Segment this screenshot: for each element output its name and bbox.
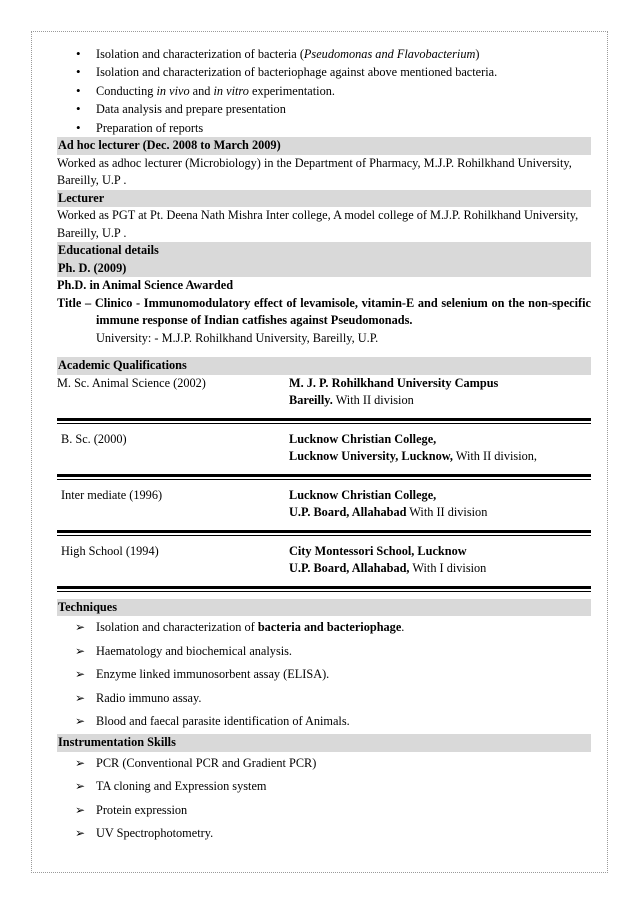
list-item: ➢ UV Spectrophotometry. (57, 822, 591, 846)
qualification-row (57, 487, 591, 522)
list-item: • Isolation and characterization of bacteria (Pseudomonas and Flavobacterium) (57, 45, 591, 63)
divider (57, 474, 591, 480)
list-item: ➢ PCR (Conventional PCR and Gradient PCR) (57, 752, 591, 776)
techniques-heading: Techniques (57, 599, 591, 617)
list-item: ➢ TA cloning and Expression system (57, 775, 591, 799)
phd-heading: Ph. D. (2009) (57, 260, 591, 278)
phd-line: Ph.D. in Animal Science Awarded (57, 278, 234, 293)
institution: Lucknow Christian College, Lucknow University, Lucknow, With II division, (289, 431, 537, 464)
lecturer-text: Worked as PGT at Pt. Deena Nath Mishra Inter college, A model college of M.J.P. Rohilkhand University, Bareilly, U.P . (57, 208, 579, 240)
list-item: • Data analysis and prepare presentation (57, 100, 591, 118)
instrumentation-heading: Instrumentation Skills (57, 734, 591, 752)
adhoc-text: Worked as adhoc lecturer (Microbiology) in the Department of Pharmacy, M.J.P. Rohilkhand University, Bareilly, U.P . (57, 155, 572, 188)
list-item: ➢ Haematology and biochemical analysis. (57, 640, 591, 664)
institution: Lucknow Christian College, U.P. Board, Allahabad With II division (289, 487, 488, 520)
adhoc-heading: Ad hoc lecturer (Dec. 2008 to March 2009) (57, 137, 591, 155)
list-item: ➢ Blood and faecal parasite identification of Animals. (57, 710, 591, 734)
list-item: • Conducting in vivo and in vitro experimentation. (57, 82, 591, 100)
list-item: ➢ Radio immuno assay. (57, 687, 591, 711)
divider (57, 586, 591, 592)
list-item: • Preparation of reports (57, 119, 591, 137)
techniques-list (57, 616, 591, 734)
institution: City Montessori School, Lucknow U.P. Board, Allahabad, With I division (289, 543, 487, 576)
qualification-row (57, 375, 591, 410)
degree: M. Sc. Animal Science (2002) (57, 375, 206, 390)
divider (57, 530, 591, 536)
instrumentation-list (57, 752, 591, 846)
responsibilities-list (57, 45, 591, 137)
list-item: ➢ Protein expression (57, 799, 591, 823)
degree: Inter mediate (1996) (61, 487, 163, 502)
education-heading: Educational details (57, 242, 591, 260)
degree: High School (1994) (61, 543, 159, 558)
thesis-title: Title – Clinico - Immunomodulatory effect of levamisole, vitamin-E and selenium on the non-specific immune response of Indian catfishes against Pseudomonads. (57, 295, 591, 328)
degree: B. Sc. (2000) (61, 431, 127, 446)
institution: M. J. P. Rohilkhand University Campus Bareilly. With II division (289, 375, 499, 408)
qualification-row (57, 431, 591, 466)
divider (57, 418, 591, 424)
academic-heading: Academic Qualifications (57, 357, 591, 375)
resume-page (57, 45, 591, 846)
list-item: ➢ Isolation and characterization of bacteria and bacteriophage. (57, 616, 591, 640)
lecturer-heading: Lecturer (57, 190, 591, 208)
qualification-row (57, 543, 591, 578)
university-line: University: - M.J.P. Rohilkhand University, Bareilly, U.P. (96, 330, 379, 345)
list-item: ➢ Enzyme linked immunosorbent assay (ELISA). (57, 663, 591, 687)
list-item: • Isolation and characterization of bacteriophage against above mentioned bacteria. (57, 63, 591, 81)
